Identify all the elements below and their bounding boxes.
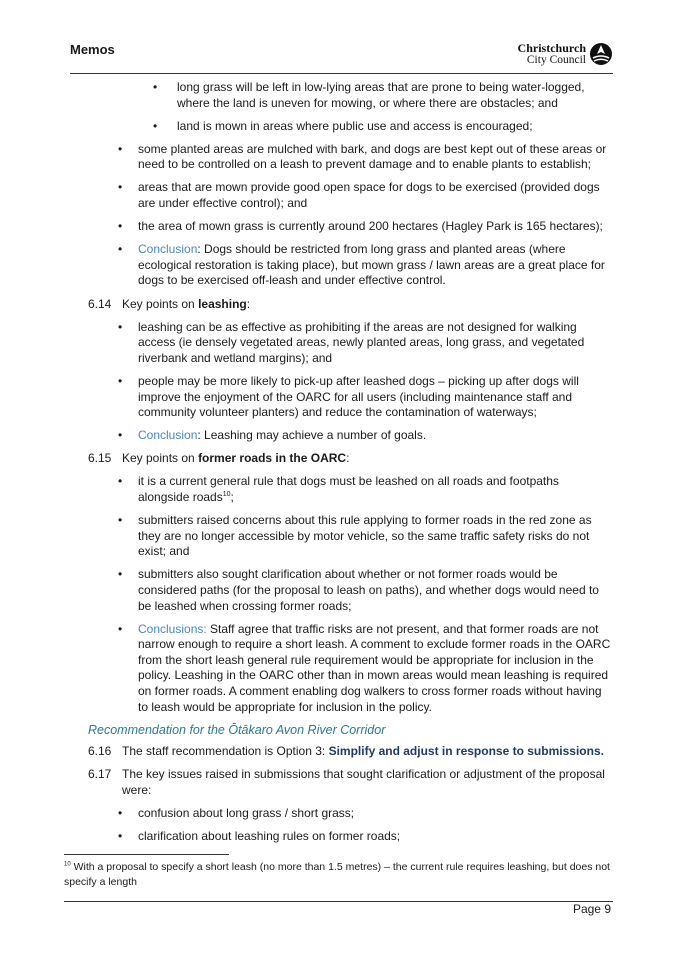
footnote-divider — [64, 854, 229, 855]
footnote: $^{10}$ With a proposal to specify a short leash (no more than 1.5 metres) – the current rule requires leashing, but does not specify a length — [64, 861, 610, 888]
council-logo — [518, 42, 613, 66]
logo-line2: City Council — [526, 54, 586, 66]
conclusion-label: Conclusion — [138, 428, 198, 443]
paragraph-number: 6.17 — [88, 767, 112, 782]
list-item: • land is mown in areas where public use and access is encouraged; — [86, 119, 611, 135]
page-number: Page 9 — [572, 902, 611, 916]
paragraph-number: 6.15 — [88, 451, 112, 466]
paragraph-number: 6.14 — [88, 296, 112, 311]
header-title: Memos — [70, 42, 115, 57]
page-header — [70, 38, 613, 74]
list-item: • submitters also sought clarification about whether or not former roads would be considered paths (for the proposal to leash on paths), and whether dogs would need to be leashed when crossing former roads; — [86, 567, 611, 614]
list-item: • some planted areas are mulched with bark, and dogs are best kept out of these areas or need to be controlled on a leash to prevent damage and to enable plants to establish; — [86, 142, 611, 173]
list-item: • submitters raised concerns about this rule applying to former roads in the red zone as they are no longer accessible by motor vehicle, so the same traffic safety risks do not exist; and — [86, 513, 611, 560]
list-item: • confusion about long grass / short grass; — [86, 806, 611, 822]
list-item-conclusion: • Conclusions: Staff agree that traffic risks are not present, and that former roads are not narrow enough to require a short leash. A comment to exclude former roads in the OARC from the short leash general rule requirement would be appropriate for inclusion in the policy. Leashing in the OARC other than in mown areas would mean leashing is required on former roads. A comment enabling dog walkers to cross former roads without having to leash would be appropriate for inclusion in the policy. — [86, 622, 611, 716]
footer-divider — [64, 901, 613, 902]
conclusion-label: Conclusions: — [138, 621, 207, 636]
logo-line1: Christchurch — [517, 41, 586, 55]
logo-mark-icon — [589, 42, 613, 66]
paragraph-6-14: 6.14 Key points on leashing: — [88, 296, 251, 311]
list-item-conclusion: • Conclusion: Leashing may achieve a number of goals. — [86, 428, 611, 444]
list-item: • clarification about leashing rules on former roads; — [86, 829, 611, 845]
list-item-conclusion: • Conclusion: Dogs should be restricted from long grass and planted areas (where ecological restoration is taking place), but mown grass / lawn areas are a great place for dogs to be exercised off-leash and under effective control. — [86, 242, 611, 289]
list-item: • people may be more likely to pick-up after leashed dogs – picking up after dogs will improve the enjoyment of the OARC for all users (including maintenance staff and community volunteer planters) and reduce the contamination of waterways; — [86, 374, 611, 421]
list-item: • it is a current general rule that dogs must be leashed on all roads and footpaths alongside roads$^{10}$; — [86, 474, 611, 505]
conclusion-label: Conclusion — [138, 242, 198, 257]
list-item: • long grass will be left in low-lying areas that are prone to being water-logged, where the land is uneven for mowing, or where there are obstacles; and — [86, 80, 611, 111]
footnote-number: 10 — [64, 861, 71, 868]
list-item: • the area of mown grass is currently around 200 hectares (Hagley Park is 165 hectares); — [86, 219, 611, 235]
list-item: • leashing can be as effective as prohibiting if the areas are not designed for walking access (ie densely vegetated areas, newly planted areas, long grass, and vegetated riverbank and wetland margins); and — [86, 320, 611, 367]
paragraph-6-15: 6.15 Key points on former roads in the OARC: — [88, 451, 350, 466]
list-item: • areas that are mown provide good open space for dogs to be exercised (provided dogs are under effective control); and — [86, 180, 611, 211]
paragraph-6-16: 6.16 The staff recommendation is Option 3: Simplify and adjust in response to submissions. — [88, 744, 604, 759]
section-subheading: Recommendation for the Ōtākaro Avon River Corridor — [88, 722, 386, 737]
footnote-ref[interactable]: 10 — [222, 490, 231, 498]
paragraph-number: 6.16 — [88, 744, 112, 759]
paragraph-6-17: 6.17 The key issues raised in submissions that sought clarification or adjustment of the proposal were: — [88, 767, 605, 797]
memo-body — [86, 80, 611, 852]
